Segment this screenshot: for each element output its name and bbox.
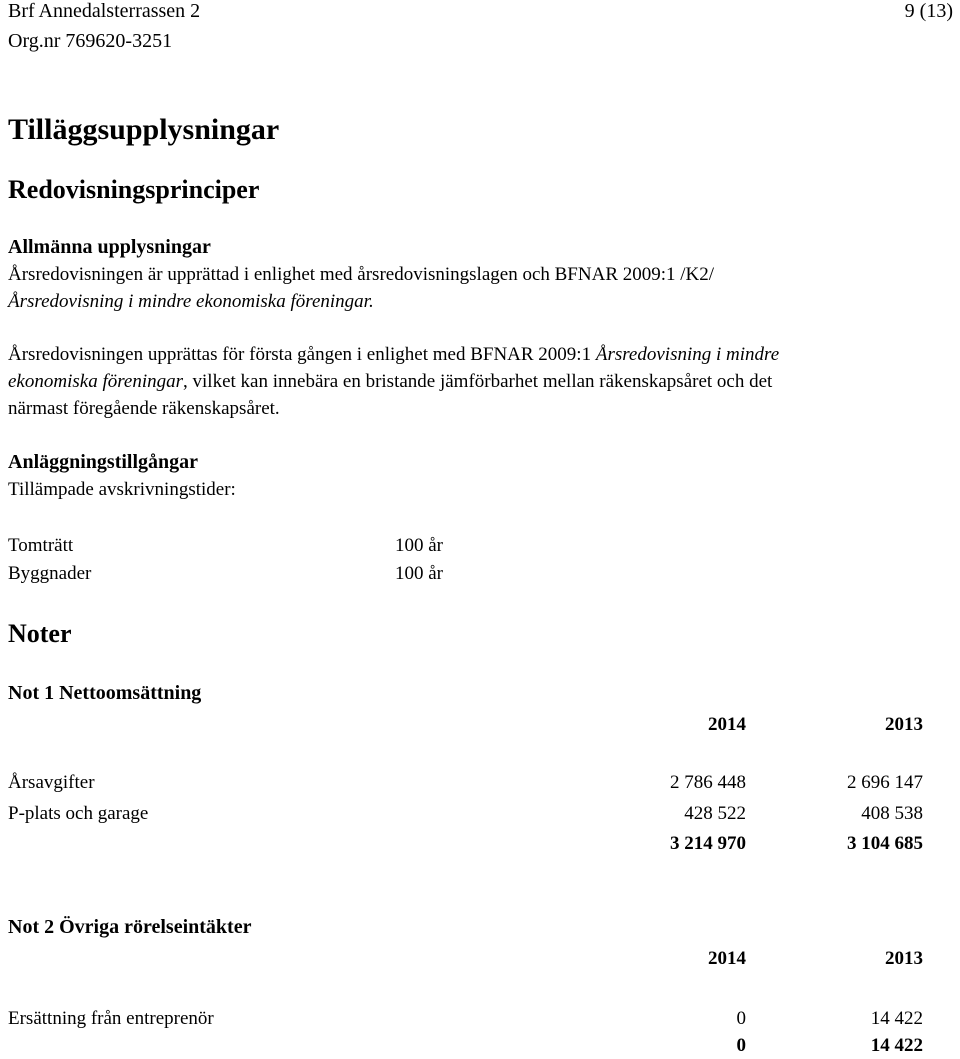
note-1-heading: Not 1 Nettoomsättning xyxy=(8,682,202,704)
association-name: Brf Annedalsterrassen 2 xyxy=(8,0,201,22)
row-value-2013: 2 696 147 xyxy=(847,772,923,793)
year-header-2013: 2013 xyxy=(885,714,923,735)
row-label: Årsavgifter xyxy=(8,772,95,793)
row-value-2014: 0 xyxy=(736,1008,746,1029)
notes-heading: Noter xyxy=(8,619,72,648)
general-info-heading: Allmänna upplysningar xyxy=(8,236,211,258)
org-number: Org.nr 769620-3251 xyxy=(8,30,173,52)
total-2013: 14 422 xyxy=(870,1035,923,1056)
row-value-2013: 408 538 xyxy=(861,803,923,824)
fixed-assets-heading: Anläggningstillgångar xyxy=(8,451,199,473)
depreciation-value: 100 år xyxy=(395,535,444,556)
row-value-2013: 14 422 xyxy=(870,1008,923,1029)
first-time-line-2-italic: ekonomiska föreningar xyxy=(8,371,184,392)
depreciation-label: Byggnader xyxy=(8,563,92,584)
row-label: P-plats och garage xyxy=(8,803,149,824)
year-header-2014: 2014 xyxy=(708,714,746,735)
total-2014: 3 214 970 xyxy=(670,833,746,854)
first-time-line-2-text: , vilket kan innebära en bristande jämförbarhet mellan räkenskapsåret och det xyxy=(183,371,773,392)
first-time-line-3: närmast föregående räkenskapsåret. xyxy=(8,398,280,419)
row-value-2014: 428 522 xyxy=(684,803,746,824)
first-time-line-1-text: Årsredovisningen upprättas för första gången i enlighet med BFNAR 2009:1 xyxy=(8,344,596,365)
first-time-line-1-italic: Årsredovisning i mindre xyxy=(595,344,780,365)
note-2-heading: Not 2 Övriga rörelseintäkter xyxy=(8,916,252,938)
page-number: 9 (13) xyxy=(904,0,953,22)
first-time-line-1 xyxy=(8,342,779,368)
depreciation-subheading: Tillämpade avskrivningstider: xyxy=(8,479,236,500)
first-time-line-2 xyxy=(8,369,772,395)
depreciation-label: Tomträtt xyxy=(8,535,74,556)
page-title: Tilläggsupplysningar xyxy=(8,113,280,146)
row-value-2014: 2 786 448 xyxy=(670,772,746,793)
general-info-line-1: Årsredovisningen är upprättad i enlighet med årsredovisningslagen och BFNAR 2009:1 /K2/ xyxy=(8,264,715,285)
year-header-2014: 2014 xyxy=(708,948,746,969)
year-header-2013: 2013 xyxy=(885,948,923,969)
total-2014: 0 xyxy=(736,1035,746,1056)
general-info-line-2: Årsredovisning i mindre ekonomiska föreningar. xyxy=(8,291,374,312)
depreciation-value: 100 år xyxy=(395,563,444,584)
total-2013: 3 104 685 xyxy=(847,833,923,854)
principles-heading: Redovisningsprinciper xyxy=(8,175,260,204)
row-label: Ersättning från entreprenör xyxy=(8,1008,214,1029)
